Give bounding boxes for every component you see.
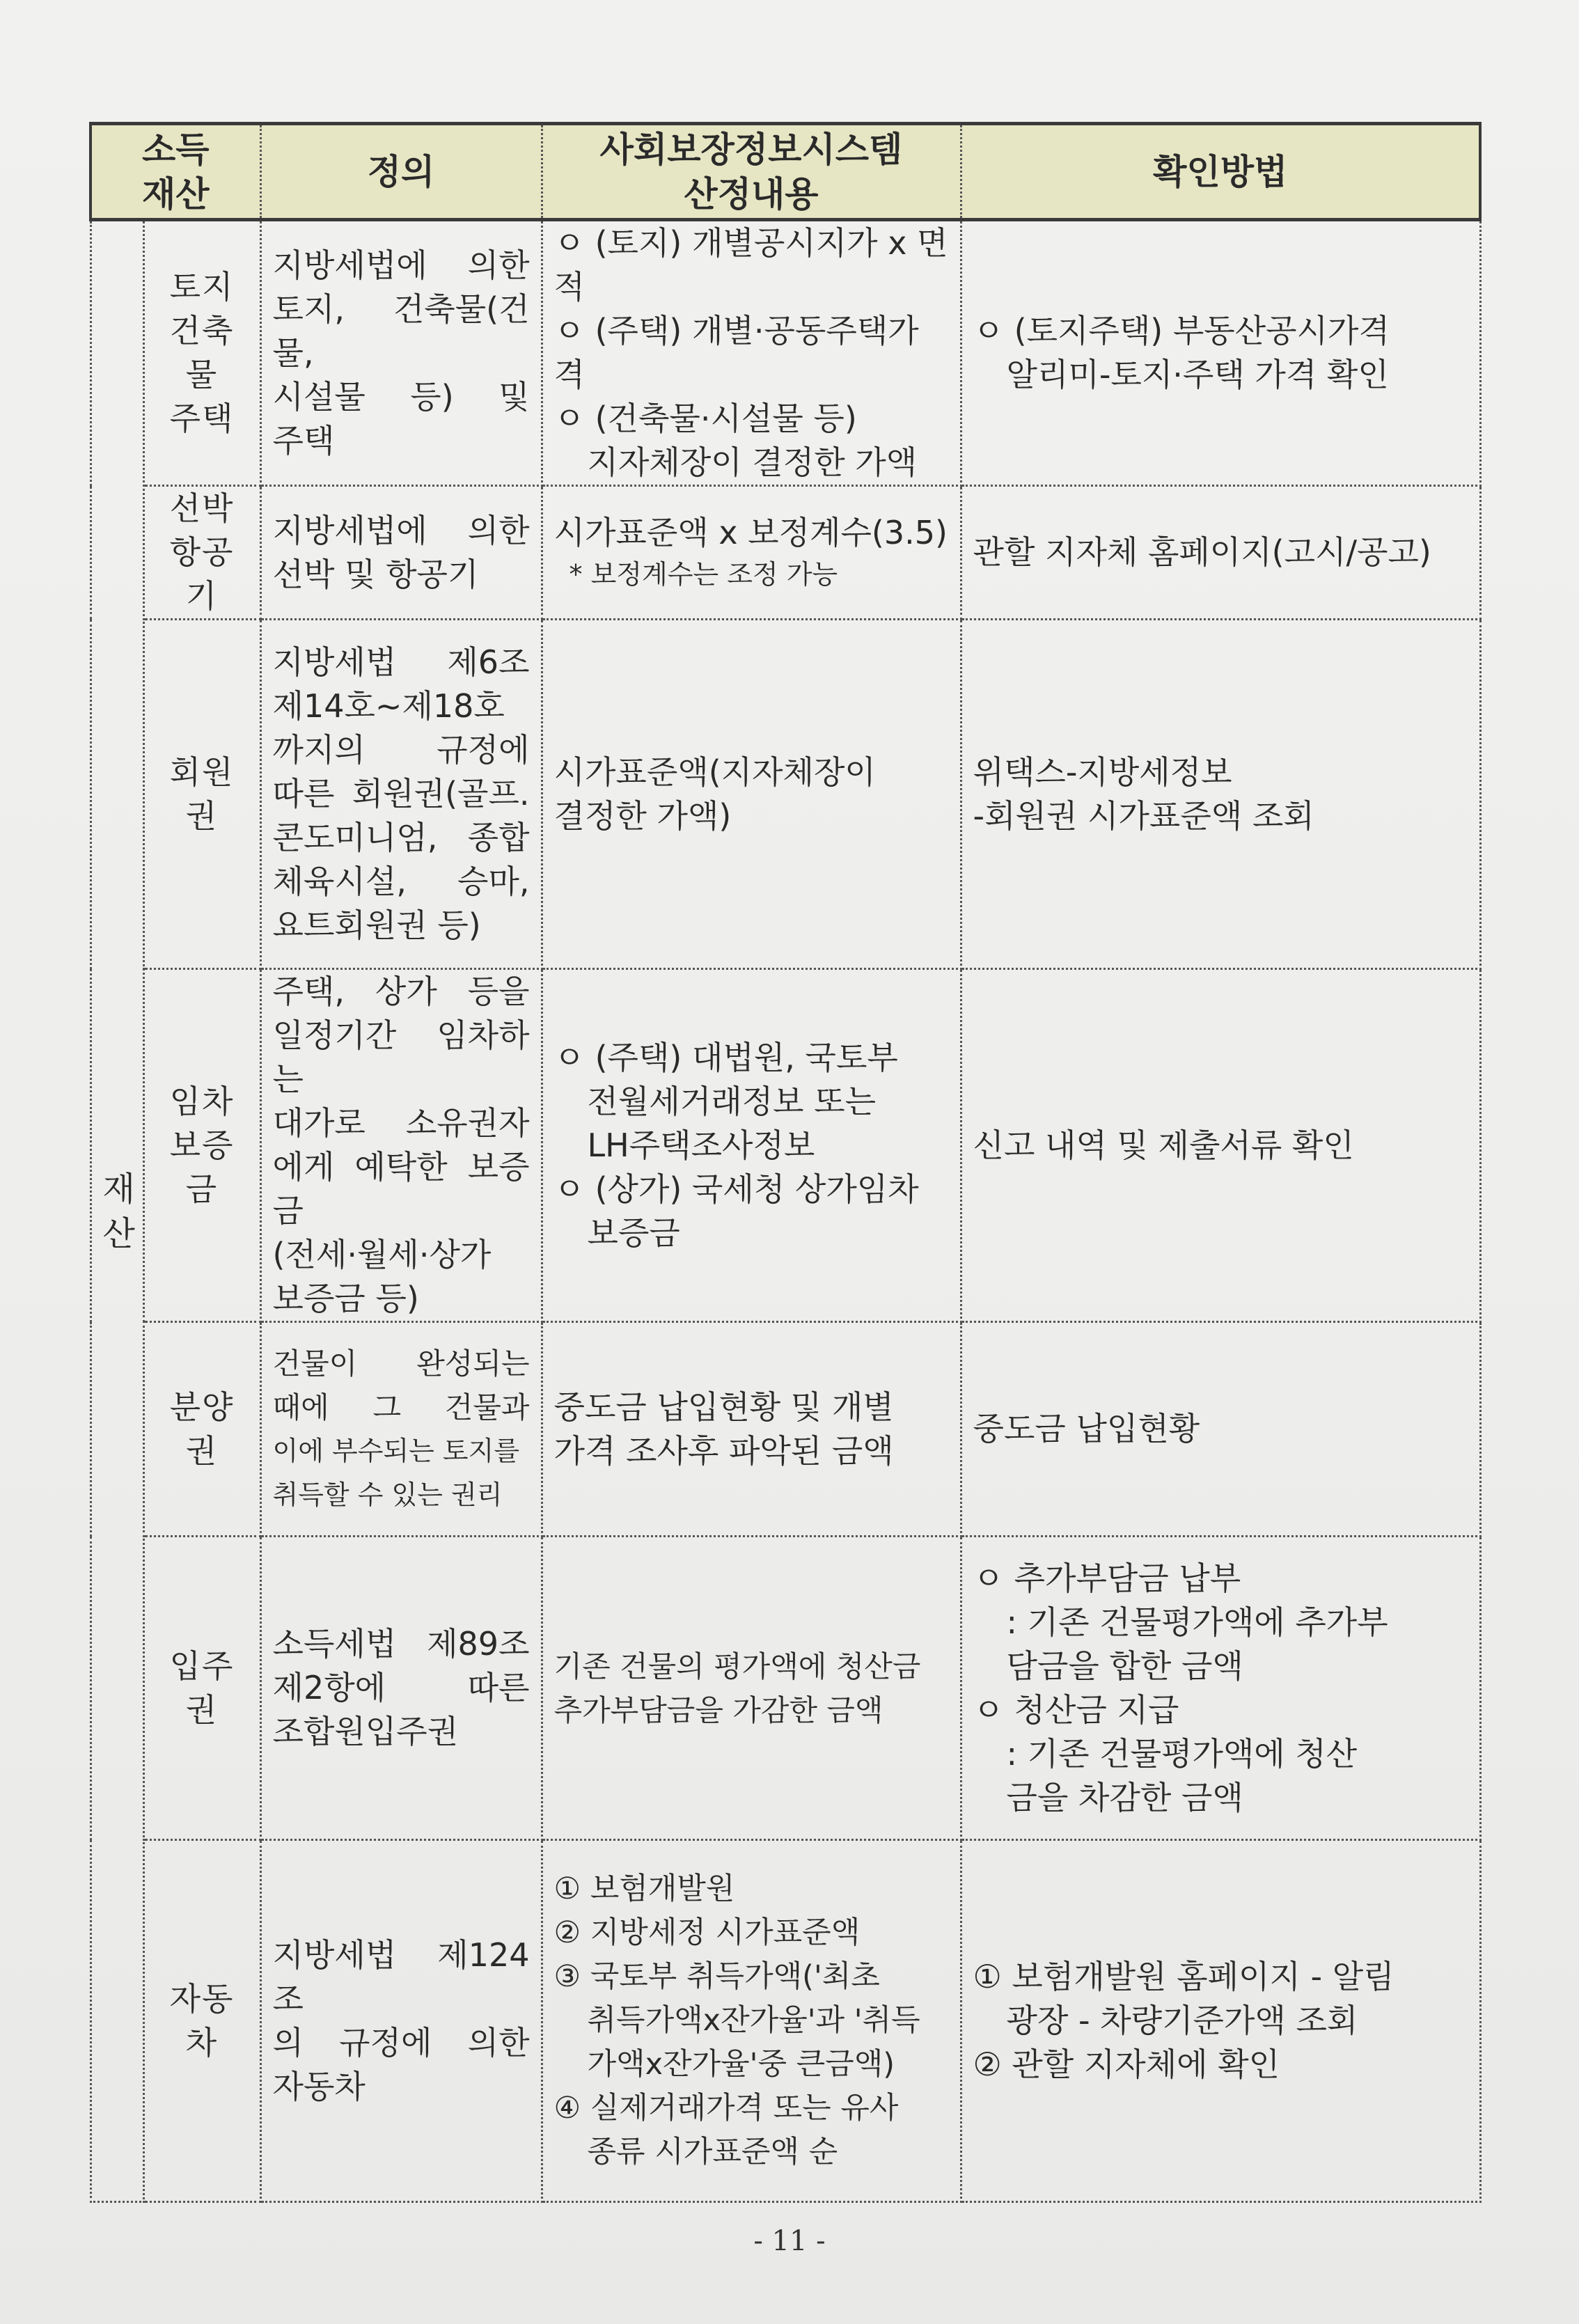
item-cell: 임차 보증금	[143, 969, 260, 1322]
table-row	[91, 969, 1480, 1322]
header-system: 사회보장정보시스템 산정내용	[542, 124, 961, 220]
item-cell: 자동차	[143, 1840, 260, 2202]
item-cell: 회원권	[143, 620, 260, 969]
system-cell: 시가표준액(지자체장이 결정한 가액)	[542, 620, 961, 969]
item-cell: 선박 항공기	[143, 486, 260, 620]
header-category: 소득 재산	[91, 124, 260, 220]
definition-cell: 지방세법에 의한 토지, 건축물(건물, 시설물 등) 및 주택	[260, 220, 542, 486]
table-row	[91, 220, 1480, 486]
method-cell: 관할 지자체 홈페이지(고시/공고)	[961, 486, 1480, 620]
system-cell: 기존 건물의 평가액에 청산금 추가부담금을 가감한 금액	[542, 1537, 961, 1840]
asset-criteria-table	[89, 122, 1482, 2203]
definition-cell: 지방세법 제6조 제14호~제18호 까지의 규정에 따른 회원권(골프. 콘도미니엄, 종합 체육시설, 승마, 요트회원권 등)	[260, 620, 542, 969]
system-cell: 중도금 납입현황 및 개별 가격 조사후 파악된 금액	[542, 1322, 961, 1537]
definition-cell: 건물이 완성되는 때에 그 건물과 이에 부수되는 토지를 취득할 수 있는 권리	[260, 1322, 542, 1537]
system-cell: ㅇ (주택) 대법원, 국토부 전월세거래정보 또는 LH주택조사정보 ㅇ (상가) 국세청 상가임차 보증금	[542, 969, 961, 1322]
table-row	[91, 1537, 1480, 1840]
method-cell: ㅇ 추가부담금 납부 : 기존 건물평가액에 추가부 담금을 합한 금액 ㅇ 청산금 지급 : 기존 건물평가액에 청산 금을 차감한 금액	[961, 1537, 1480, 1840]
table-row	[91, 1840, 1480, 2202]
method-cell: 신고 내역 및 제출서류 확인	[961, 969, 1480, 1322]
item-cell: 입주권	[143, 1537, 260, 1840]
definition-cell: 지방세법에 의한 선박 및 항공기	[260, 486, 542, 620]
method-cell: ① 보험개발원 홈페이지 - 알림 광장 - 차량기준가액 조회 ② 관할 지자체에 확인	[961, 1840, 1480, 2202]
table-row	[91, 486, 1480, 620]
item-cell: 분양권	[143, 1322, 260, 1537]
group-label-asset: 재 산	[91, 220, 143, 2202]
table-header-row	[91, 124, 1480, 220]
definition-cell: 지방세법 제124조 의 규정에 의한 자동차	[260, 1840, 542, 2202]
method-cell: ㅇ (토지주택) 부동산공시가격 알리미-토지·주택 가격 확인	[961, 220, 1480, 486]
page-number: - 11 -	[753, 2225, 826, 2257]
method-cell: 중도금 납입현황	[961, 1322, 1480, 1537]
definition-cell: 소득세법 제89조 제2항에 따른 조합원입주권	[260, 1537, 542, 1840]
header-method: 확인방법	[961, 124, 1480, 220]
definition-cell: 주택, 상가 등을 일정기간 임차하는 대가로 소유권자 에게 예탁한 보증금 (전세·월세·상가 보증금 등)	[260, 969, 542, 1322]
system-cell: 시가표준액 x 보정계수(3.5) * 보정계수는 조정 가능	[542, 486, 961, 620]
header-definition: 정의	[260, 124, 542, 220]
item-cell: 토지 건축물 주택	[143, 220, 260, 486]
table-row	[91, 1322, 1480, 1537]
system-cell: ㅇ (토지) 개별공시지가 x 면적 ㅇ (주택) 개별·공동주택가격 ㅇ (건축물·시설물 등) 지자체장이 결정한 가액	[542, 220, 961, 486]
table-row	[91, 620, 1480, 969]
method-cell: 위택스-지방세정보 -회원권 시가표준액 조회	[961, 620, 1480, 969]
system-cell: ① 보험개발원 ② 지방세정 시가표준액 ③ 국토부 취득가액('최초 취득가액x잔가율'과 '취득 가액x잔가율'중 큰금액) ④ 실제거래가격 또는 유사 종류 시가표준액 순	[542, 1840, 961, 2202]
